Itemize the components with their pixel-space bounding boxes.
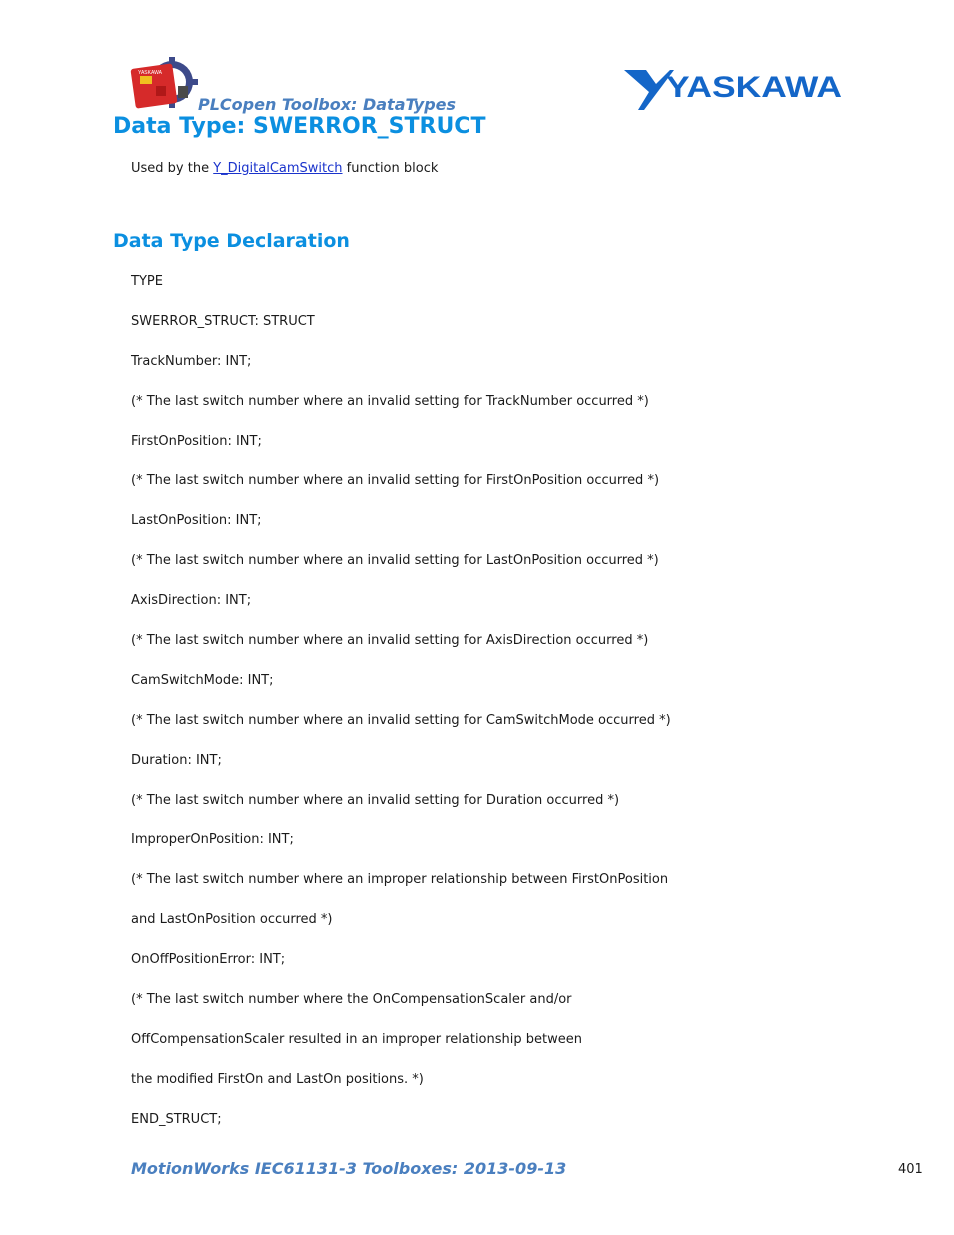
code-line: OffCompensationScaler resulted in an improper relationship between	[131, 1031, 582, 1047]
code-line: TrackNumber: INT;	[131, 353, 252, 369]
intro-suffix: function block	[342, 161, 439, 176]
code-line: Duration: INT;	[131, 752, 222, 768]
yaskawa-logo	[622, 66, 844, 112]
code-line: SWERROR_STRUCT: STRUCT	[131, 313, 315, 329]
code-block	[131, 274, 671, 1152]
code-line: and LastOnPosition occurred *)	[131, 912, 333, 928]
code-line: (* The last switch number where an invalid setting for Duration occurred *)	[131, 792, 620, 808]
code-line: (* The last switch number where an invalid setting for FirstOnPosition occurred *)	[131, 473, 660, 489]
footer-title: MotionWorks IEC61131-3 Toolboxes: 2013-09-13	[131, 1159, 567, 1178]
code-line: AxisDirection: INT;	[131, 593, 252, 609]
toolbox-logo-text: YASKAWA	[138, 70, 162, 76]
code-line: CamSwitchMode: INT;	[131, 672, 274, 688]
brand-name: YASKAWA	[666, 71, 842, 104]
code-line: TYPE	[131, 274, 163, 289]
header-title: PLCopen Toolbox: DataTypes	[198, 95, 457, 114]
code-line: (* The last switch number where an invalid setting for AxisDirection occurred *)	[131, 633, 649, 649]
code-line: (* The last switch number where an invalid setting for CamSwitchMode occurred *)	[131, 712, 671, 728]
intro-text	[131, 161, 438, 176]
code-line: FirstOnPosition: INT;	[131, 433, 262, 449]
code-line: OnOffPositionError: INT;	[131, 952, 286, 968]
code-line: END_STRUCT;	[131, 1111, 222, 1127]
code-line: ImproperOnPosition: INT;	[131, 832, 294, 848]
section-heading: Data Type Declaration	[113, 230, 350, 252]
code-line: (* The last switch number where an invalid setting for TrackNumber occurred *)	[131, 393, 649, 409]
code-line: (* The last switch number where an improper relationship between FirstOnPosition	[131, 872, 669, 888]
code-line: the modified FirstOn and LastOn positions. *)	[131, 1071, 424, 1087]
code-line: LastOnPosition: INT;	[131, 513, 262, 529]
toolbox-logo	[130, 56, 200, 112]
intro-prefix: Used by the	[131, 161, 214, 176]
page-title: Data Type: SWERROR_STRUCT	[113, 114, 486, 139]
page-number: 401	[898, 1162, 923, 1177]
code-line: (* The last switch number where an invalid setting for LastOnPosition occurred *)	[131, 553, 659, 569]
code-line: (* The last switch number where the OnCompensationScaler and/or	[131, 992, 572, 1008]
function-block-link[interactable]: Y_DigitalCamSwitch	[213, 161, 343, 176]
